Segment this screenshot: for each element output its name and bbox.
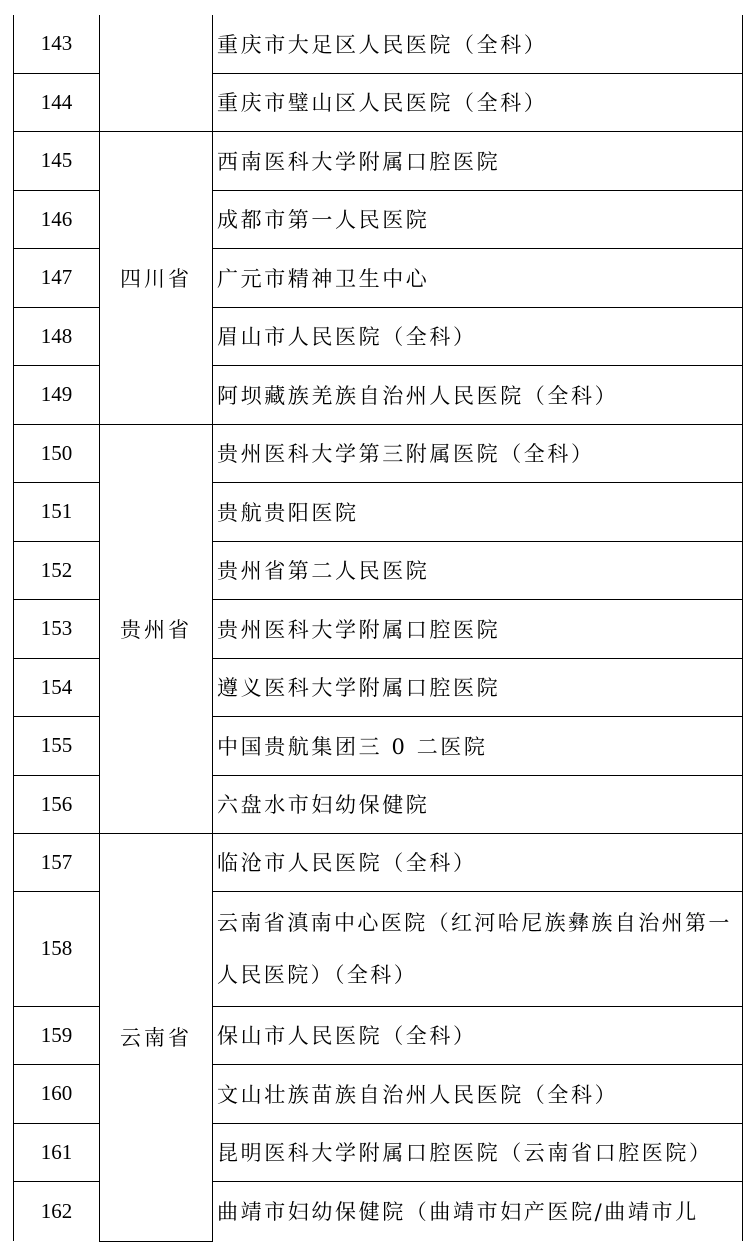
hospital-name: 贵航贵阳医院 — [213, 482, 743, 541]
hospital-name: 广元市精神卫生中心 — [213, 248, 743, 307]
table-row — [14, 131, 743, 190]
hospital-name: 重庆市璧山区人民医院（全科） — [213, 73, 743, 131]
row-number: 146 — [14, 190, 100, 248]
table-row — [14, 15, 743, 73]
row-number: 162 — [14, 1181, 100, 1241]
row-number: 155 — [14, 716, 100, 775]
province-cell-chongqing — [100, 15, 213, 131]
hospital-name: 保山市人民医院（全科） — [213, 1006, 743, 1064]
hospital-name: 贵州医科大学附属口腔医院 — [213, 599, 743, 658]
row-number: 153 — [14, 599, 100, 658]
hospital-name: 临沧市人民医院（全科） — [213, 833, 743, 891]
table-row — [14, 833, 743, 891]
row-number: 159 — [14, 1006, 100, 1064]
hospital-name: 曲靖市妇幼保健院（曲靖市妇产医院/曲靖市儿 — [213, 1181, 743, 1241]
hospital-list-table — [13, 15, 743, 1242]
row-number: 161 — [14, 1123, 100, 1181]
province-cell-guizhou: 贵州省 — [100, 424, 213, 833]
row-number: 157 — [14, 833, 100, 891]
table-row — [14, 424, 743, 482]
hospital-name: 云南省滇南中心医院（红河哈尼族彝族自治州第一人民医院）（全科） — [213, 891, 743, 1006]
row-number: 149 — [14, 365, 100, 424]
province-cell-yunnan: 云南省 — [100, 833, 213, 1241]
row-number: 144 — [14, 73, 100, 131]
hospital-name: 昆明医科大学附属口腔医院（云南省口腔医院） — [213, 1123, 743, 1181]
row-number: 151 — [14, 482, 100, 541]
row-number: 160 — [14, 1064, 100, 1123]
hospital-name: 六盘水市妇幼保健院 — [213, 775, 743, 833]
row-number: 150 — [14, 424, 100, 482]
hospital-name: 阿坝藏族羌族自治州人民医院（全科） — [213, 365, 743, 424]
row-number: 143 — [14, 15, 100, 73]
hospital-name: 贵州医科大学第三附属医院（全科） — [213, 424, 743, 482]
hospital-name: 贵州省第二人民医院 — [213, 541, 743, 599]
row-number: 147 — [14, 248, 100, 307]
hospital-name: 文山壮族苗族自治州人民医院（全科） — [213, 1064, 743, 1123]
row-number: 145 — [14, 131, 100, 190]
hospital-name: 中国贵航集团三 0 二医院 — [213, 716, 743, 775]
hospital-name: 重庆市大足区人民医院（全科） — [213, 15, 743, 73]
hospital-name: 遵义医科大学附属口腔医院 — [213, 658, 743, 716]
row-number: 158 — [14, 891, 100, 1006]
row-number: 148 — [14, 307, 100, 365]
row-number: 156 — [14, 775, 100, 833]
hospital-name: 西南医科大学附属口腔医院 — [213, 131, 743, 190]
row-number: 154 — [14, 658, 100, 716]
hospital-name: 成都市第一人民医院 — [213, 190, 743, 248]
province-cell-sichuan: 四川省 — [100, 131, 213, 424]
row-number: 152 — [14, 541, 100, 599]
hospital-name: 眉山市人民医院（全科） — [213, 307, 743, 365]
